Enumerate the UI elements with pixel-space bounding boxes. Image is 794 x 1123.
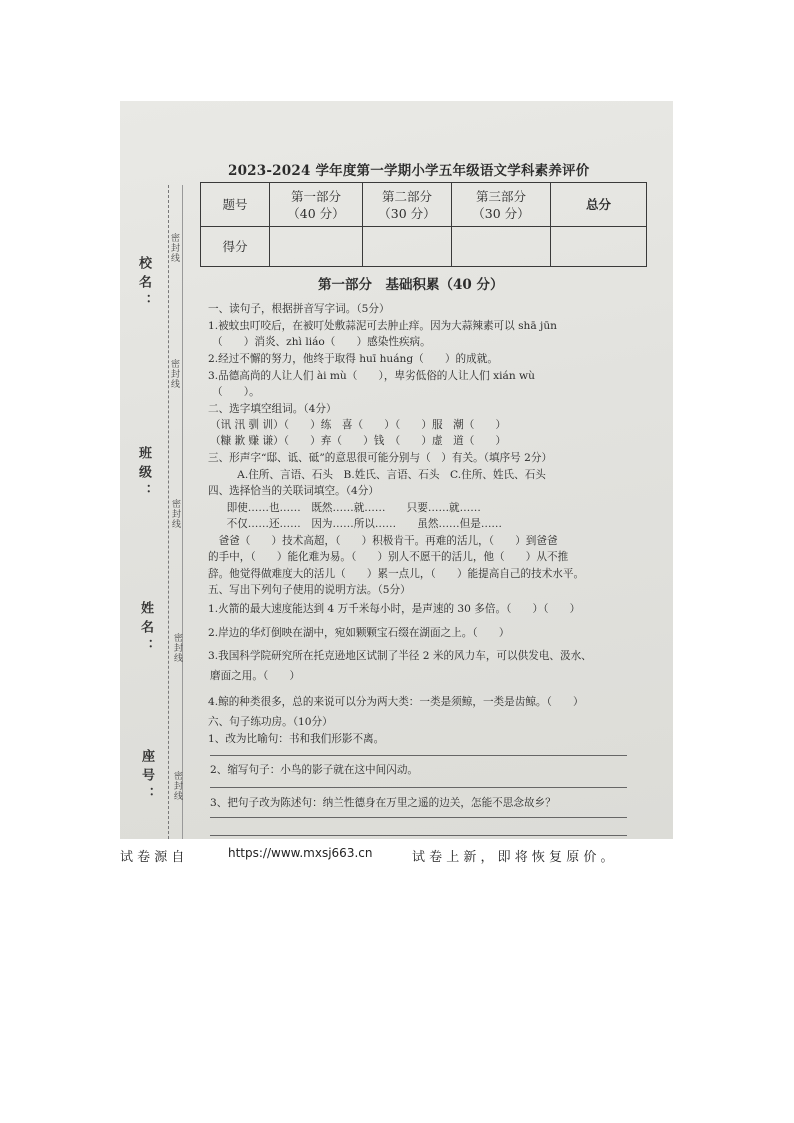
seal-line-text: 密封线 bbox=[169, 233, 179, 263]
score-cell[interactable] bbox=[551, 227, 647, 267]
footer-url[interactable]: https://www.mxsj663.cn bbox=[228, 846, 373, 860]
score-table-header: 第二部分 （30 分） bbox=[363, 183, 452, 227]
footer-notice: 试 卷 上 新 ， 即 将 恢 复 原 价 。 bbox=[412, 850, 614, 865]
seal-line-text: 密封线 bbox=[172, 633, 182, 663]
question-line: 二、选字填空组词。（4分） bbox=[208, 403, 337, 415]
question-line: 2、缩写句子：小鸟的影子就在这中间闪动。 bbox=[210, 764, 419, 776]
question-line: 四、选择恰当的关联词填空。（4分） bbox=[208, 485, 379, 497]
answer-line[interactable] bbox=[210, 755, 627, 756]
question-line: 即使……也…… 既然……就…… 只要……就…… bbox=[216, 502, 481, 514]
score-table-header: 题号 bbox=[201, 183, 270, 227]
question-line: 五、写出下列句子使用的说明方法。（5分） bbox=[208, 584, 411, 596]
score-table bbox=[200, 182, 647, 267]
school-label: 校名： bbox=[136, 256, 151, 313]
class-label: 班级： bbox=[136, 446, 151, 503]
question-line: 2.经过不懈的努力，他终于取得 huī huáng（ ）的成就。 bbox=[208, 353, 498, 365]
question-line: 辞。他觉得做难度大的活儿（ ）累一点儿，（ ）能提高自己的技术水平。 bbox=[208, 568, 585, 580]
question-line: （糠 歉 赚 谦）（ ）弃（ ）钱 （ ）虚 道（ ） bbox=[210, 435, 507, 447]
question-line: 磨面之用。（ ） bbox=[210, 670, 301, 682]
question-line: （ ）消炎、zhì liáo（ ）感染性疾病。 bbox=[212, 336, 431, 348]
question-line: 2.岸边的华灯倒映在湖中，宛如颗颗宝石缀在湖面之上。（ ） bbox=[208, 627, 510, 639]
question-line: 3、把句子改为陈述句：纳兰性德身在万里之遥的边关，怎能不思念故乡？ bbox=[210, 797, 556, 809]
seal-solid-line bbox=[182, 185, 183, 839]
answer-line[interactable] bbox=[210, 817, 627, 818]
question-line: A.住所、言语、石头 B.姓氏、言语、石头 C.住所、姓氏、石头 bbox=[216, 469, 546, 481]
score-cell[interactable] bbox=[452, 227, 551, 267]
score-table-row-label: 得分 bbox=[201, 227, 270, 267]
question-line: 3.品德高尚的人让人们 ài mù（ ），卑劣低俗的人让人们 xián wù bbox=[208, 370, 535, 382]
question-line: 1.被蚊虫叮咬后，在被叮处敷蒜泥可去肿止痒。因为大蒜辣素可以 shā jūn bbox=[208, 320, 557, 332]
score-table-header: 第三部分 （30 分） bbox=[452, 183, 551, 227]
question-line: 1、改为比喻句：书和我们形影不离。 bbox=[208, 733, 385, 745]
question-line: 的手中，（ ）能化难为易。（ ）别人不愿干的活儿，他（ ）从不推 bbox=[208, 551, 569, 563]
question-line: 4.鲸的种类很多，总的来说可以分为两大类：一类是须鲸，一类是齿鲸。（ ） bbox=[208, 696, 584, 708]
question-line: 爸爸（ ）技术高超，（ ）积极肯干。再难的活儿，（ ）到爸爸 bbox=[208, 535, 558, 547]
seal-line-text: 密封线 bbox=[169, 359, 179, 389]
score-cell[interactable] bbox=[270, 227, 363, 267]
question-line: 一、读句子，根据拼音写字词。（5分） bbox=[208, 303, 390, 315]
score-table-header: 第一部分 （40 分） bbox=[270, 183, 363, 227]
question-line: 3.我国科学院研究所在托克逊地区试制了半径 2 米的风力车，可以供发电、汲水、 bbox=[208, 650, 592, 662]
seat-label: 座号： bbox=[139, 749, 154, 806]
name-label: 姓名： bbox=[138, 601, 153, 658]
question-line: 不仅……还…… 因为……所以…… 虽然……但是…… bbox=[216, 518, 503, 530]
exam-title: 2023-2024 学年度第一学期小学五年级语文学科素养评价 bbox=[228, 163, 590, 179]
footer-source-label: 试 卷 源 自 bbox=[120, 850, 185, 865]
question-line: （讯 汛 驯 训）（ ）练 喜（ ）（ ）服 潮（ ） bbox=[210, 419, 507, 431]
question-line: 六、句子练功房。（10分） bbox=[208, 716, 333, 728]
question-line: 1.火箭的最大速度能达到 4 万千米每小时，是声速的 30 多倍。（ ）（ ） bbox=[208, 603, 581, 615]
score-table-header: 总分 bbox=[551, 183, 647, 227]
answer-line[interactable] bbox=[210, 787, 627, 788]
exam-photo bbox=[120, 101, 673, 839]
seal-line-text: 密封线 bbox=[170, 499, 180, 529]
question-line: 三、形声字“邸、诋、砥”的意思很可能分别与（ ）有关。（填序号 2分） bbox=[208, 452, 553, 464]
score-cell[interactable] bbox=[363, 227, 452, 267]
part-heading: 第一部分 基础积累（40 分） bbox=[318, 277, 504, 293]
answer-line[interactable] bbox=[210, 835, 627, 836]
seal-line-text: 密封线 bbox=[172, 771, 182, 801]
question-line: （ ）。 bbox=[212, 386, 260, 398]
